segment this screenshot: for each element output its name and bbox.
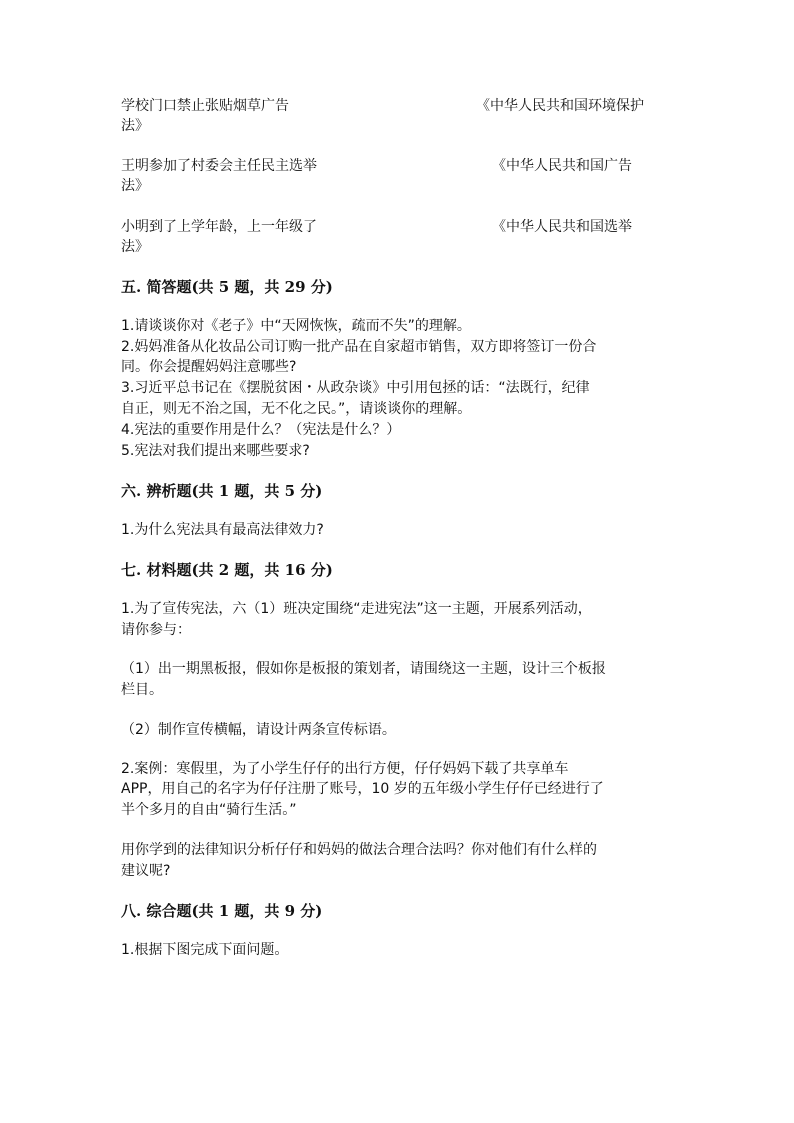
match-right-3: 《中华人民共和国选举 <box>492 219 632 235</box>
section-title-5: 五. 简答题(共 5 题，共 29 分) <box>121 278 333 296</box>
s5-line-4: 3.习近平总书记在《摆脱贫困・从政杂谈》中引用包拯的话：“法既行，纪律 <box>121 380 590 396</box>
s5-line-1: 1.请谈谈你对《老子》中“天网恢恢，疏而不失”的理解。 <box>121 318 471 334</box>
s7-q1b-line-1: （2）制作宣传横幅，请设计两条宣传标语。 <box>121 722 396 738</box>
match-wrap-2: 法》 <box>121 178 149 194</box>
s7-q2b-line-1: 用你学到的法律知识分析仔仔和妈妈的做法合理合法吗？你对他们有什么样的 <box>121 842 597 858</box>
s7-q2-line-3: 半个多月的自由“骑行生活。” <box>121 802 297 818</box>
s7-q1a-line-2: 栏目。 <box>121 682 163 698</box>
section-title-6: 六. 辨析题(共 1 题，共 5 分) <box>121 482 323 500</box>
s7-q1-line-2: 请你参与： <box>121 622 191 638</box>
section-title-7: 七. 材料题(共 2 题，共 16 分) <box>121 561 333 579</box>
s7-q2b-line-2: 建议呢? <box>121 863 171 879</box>
match-wrap-3: 法》 <box>121 239 149 255</box>
s5-line-7: 5.宪法对我们提出来哪些要求? <box>121 443 310 459</box>
s5-line-3: 同。你会提醒妈妈注意哪些? <box>121 359 297 375</box>
s7-q2-line-1: 2.案例：寒假里，为了小学生仔仔的出行方便，仔仔妈妈下载了共享单车 <box>121 761 569 777</box>
s6-line-1: 1.为什么宪法具有最高法律效力? <box>121 522 324 538</box>
s7-q1-line-1: 1.为了宣传宪法，六（1）班决定围绕“走进宪法”这一主题，开展系列活动， <box>121 601 592 617</box>
match-left-1: 学校门口禁止张贴烟草广告 <box>121 98 289 114</box>
section-title-8: 八. 综合题(共 1 题，共 9 分) <box>121 902 323 920</box>
match-right-1: 《中华人民共和国环境保护 <box>476 98 644 114</box>
match-wrap-1: 法》 <box>121 118 149 134</box>
match-left-2: 王明参加了村委会主任民主选举 <box>121 158 317 174</box>
s5-line-6: 4.宪法的重要作用是什么？（宪法是什么？） <box>121 422 401 438</box>
s8-line-1: 1.根据下图完成下面问题。 <box>121 942 289 958</box>
s7-q2-line-2: APP，用自己的名字为仔仔注册了账号，10 岁的五年级小学生仔仔已经进行了 <box>121 781 604 797</box>
s5-line-2: 2.妈妈准备从化妆品公司订购一批产品在自家超市销售，双方即将签订一份合 <box>121 339 597 355</box>
s7-q1a-line-1: （1）出一期黑板报，假如你是板报的策划者，请围绕这一主题，设计三个板报 <box>121 661 606 677</box>
match-right-2: 《中华人民共和国广告 <box>492 158 632 174</box>
s5-line-5: 自正，则无不治之国，无不化之民。”，请谈谈你的理解。 <box>121 401 472 417</box>
match-left-3: 小明到了上学年龄，上一年级了 <box>121 219 317 235</box>
